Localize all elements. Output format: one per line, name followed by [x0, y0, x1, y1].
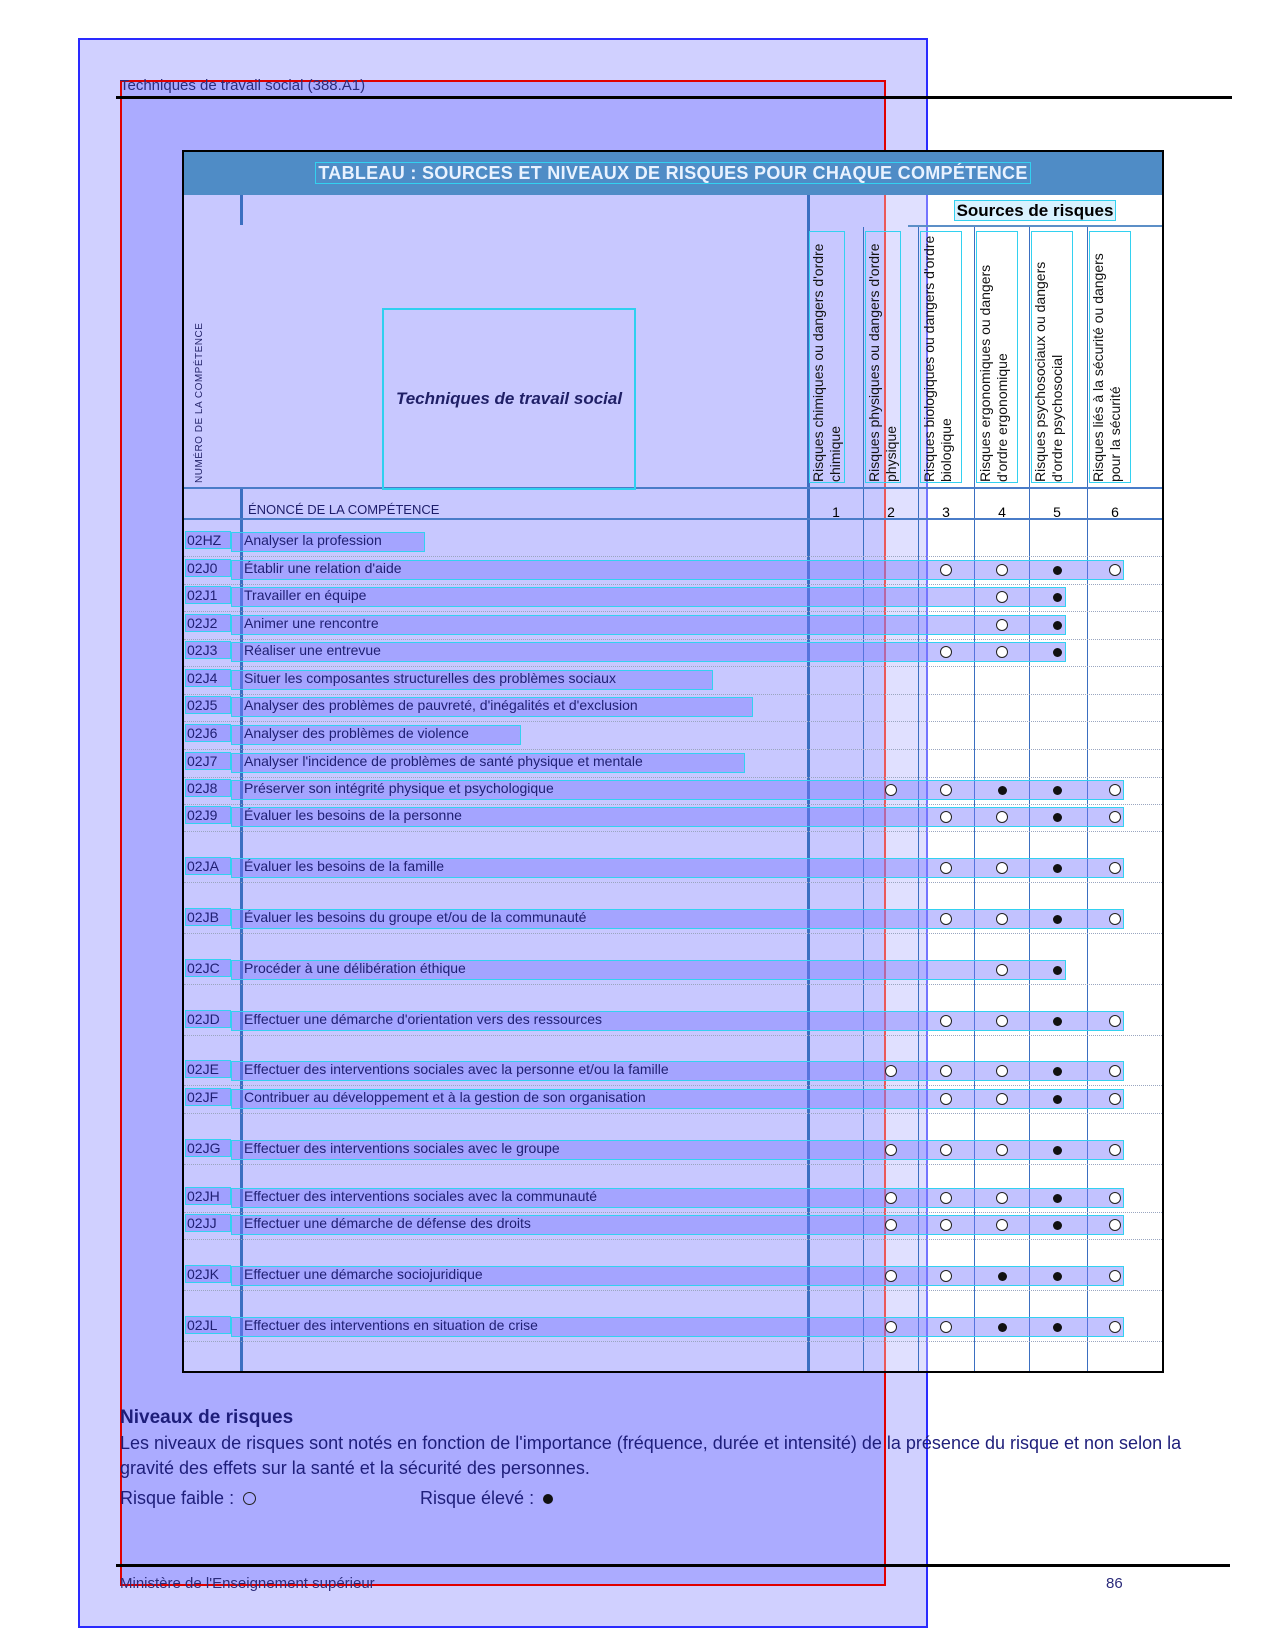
competency-code: 02JF — [186, 1089, 230, 1105]
low-risk-circle-icon — [996, 1015, 1008, 1027]
risk-column-2-header: Risques physiques ou dangers d'ordre physique — [866, 232, 900, 482]
row-separator — [184, 749, 1162, 750]
low-risk-circle-icon — [996, 646, 1008, 658]
high-risk-dot-icon — [998, 786, 1007, 795]
competency-statement: Établir une relation d'aide — [244, 560, 402, 576]
competency-statement: Effectuer des interventions en situation de crise — [244, 1317, 538, 1333]
legend-low — [120, 1488, 256, 1509]
competency-code: 02J2 — [186, 615, 230, 631]
competency-statement: Préserver son intégrité physique et psychologique — [244, 780, 554, 796]
low-risk-circle-icon — [996, 1144, 1008, 1156]
competency-code: 02J8 — [186, 780, 230, 796]
low-risk-circle-icon — [1109, 1144, 1121, 1156]
low-risk-circle-icon — [243, 1492, 256, 1505]
low-risk-circle-icon — [885, 1270, 897, 1282]
header-rule — [116, 96, 1232, 99]
high-risk-dot-icon — [543, 1494, 553, 1504]
low-risk-circle-icon — [1109, 1065, 1121, 1077]
table-row — [184, 780, 1162, 800]
row-separator — [184, 984, 1162, 985]
legend-high-label: Risque élevé : — [420, 1488, 535, 1508]
competency-code: 02JH — [186, 1188, 230, 1204]
table-row — [184, 587, 1162, 607]
low-risk-circle-icon — [940, 564, 952, 576]
running-footer: Ministère de l'Enseignement supérieur — [120, 1575, 375, 1592]
competency-code: 02J6 — [186, 725, 230, 741]
competency-code: 02J5 — [186, 697, 230, 713]
low-risk-circle-icon — [1109, 862, 1121, 874]
high-risk-dot-icon — [1053, 1272, 1062, 1281]
risk-column-6-header: Risques liés à la sécurité ou dangers pour la sécurité — [1090, 232, 1130, 482]
competency-statement: Analyser des problèmes de violence — [244, 725, 469, 741]
row-separator — [184, 1085, 1162, 1086]
low-risk-circle-icon — [996, 1065, 1008, 1077]
high-risk-dot-icon — [1053, 915, 1062, 924]
low-risk-circle-icon — [996, 1093, 1008, 1105]
competency-statement: Animer une rencontre — [244, 615, 379, 631]
competency-statement: Évaluer les besoins du groupe et/ou de la communauté — [244, 909, 587, 925]
high-risk-dot-icon — [1053, 864, 1062, 873]
high-risk-dot-icon — [1053, 813, 1062, 822]
table-row — [184, 532, 1162, 552]
risk-column-4-number: 4 — [998, 504, 1006, 520]
table-title-band — [184, 152, 1162, 195]
competency-code: 02JC — [186, 960, 230, 976]
row-separator — [184, 721, 1162, 722]
statement-column-label: ÉNONCÉ DE LA COMPÉTENCE — [248, 502, 440, 517]
program-label-text: Techniques de travail social — [395, 389, 623, 408]
row-separator — [184, 1035, 1162, 1036]
legend-low-label: Risque faible : — [120, 1488, 235, 1508]
competency-code: 02J4 — [186, 670, 230, 686]
row-separator — [184, 1113, 1162, 1114]
competency-statement: Réaliser une entrevue — [244, 642, 381, 658]
row-separator — [184, 639, 1162, 640]
competency-statement: Évaluer les besoins de la personne — [244, 807, 462, 823]
high-risk-dot-icon — [1053, 1095, 1062, 1104]
levels-title: Niveaux de risques — [120, 1407, 294, 1428]
low-risk-circle-icon — [1109, 1219, 1121, 1231]
table-row — [184, 725, 1162, 745]
row-separator — [184, 556, 1162, 557]
table-row — [184, 1188, 1162, 1208]
table-row — [184, 960, 1162, 980]
low-risk-circle-icon — [1109, 1321, 1121, 1333]
low-risk-circle-icon — [940, 1015, 952, 1027]
competency-code: 02J0 — [186, 560, 230, 576]
table-row — [184, 560, 1162, 580]
low-risk-circle-icon — [996, 964, 1008, 976]
row-separator — [184, 882, 1162, 883]
competency-statement: Analyser la profession — [244, 532, 382, 548]
competency-code: 02J3 — [186, 642, 230, 658]
competency-code: 02J7 — [186, 753, 230, 769]
sources-header-label: Sources de risques — [956, 201, 1114, 220]
risk-column-3-header: Risques biologiques ou dangers d'ordre biologique — [921, 232, 961, 482]
table-row — [184, 753, 1162, 773]
row-separator — [184, 1290, 1162, 1291]
competency-statement: Contribuer au développement et à la gestion de son organisation — [244, 1089, 646, 1105]
table-row — [184, 1089, 1162, 1109]
competency-statement: Effectuer des interventions sociales avec le groupe — [244, 1140, 560, 1156]
risk-column-1-number: 1 — [832, 504, 840, 520]
low-risk-circle-icon — [885, 1192, 897, 1204]
high-risk-dot-icon — [1053, 593, 1062, 602]
competency-statement: Analyser l'incidence de problèmes de santé physique et mentale — [244, 753, 643, 769]
low-risk-circle-icon — [996, 1219, 1008, 1231]
low-risk-circle-icon — [940, 1192, 952, 1204]
header-bottom-rule — [184, 487, 1162, 489]
risk-column-6-number: 6 — [1111, 504, 1119, 520]
high-risk-dot-icon — [1053, 786, 1062, 795]
risk-column-5-number: 5 — [1053, 504, 1061, 520]
competency-statement: Analyser des problèmes de pauvreté, d'inégalités et d'exclusion — [244, 697, 638, 713]
number-column-label: NUMÉRO DE LA COMPÉTENCE — [194, 322, 205, 484]
high-risk-dot-icon — [1053, 1146, 1062, 1155]
row-separator — [184, 584, 1162, 585]
low-risk-circle-icon — [996, 564, 1008, 576]
risk-column-3-number: 3 — [942, 504, 950, 520]
row-separator — [184, 933, 1162, 934]
low-risk-circle-icon — [1109, 1270, 1121, 1282]
low-risk-circle-icon — [940, 1321, 952, 1333]
competency-code: 02J9 — [186, 807, 230, 823]
low-risk-circle-icon — [885, 1144, 897, 1156]
row-separator — [184, 694, 1162, 695]
competency-code: 02JK — [186, 1266, 230, 1282]
risk-column-2-number: 2 — [887, 504, 895, 520]
low-risk-circle-icon — [940, 862, 952, 874]
high-risk-dot-icon — [1053, 566, 1062, 575]
low-risk-circle-icon — [1109, 1192, 1121, 1204]
table-row — [184, 807, 1162, 827]
table-row — [184, 1140, 1162, 1160]
high-risk-dot-icon — [1053, 1323, 1062, 1332]
risk-column-1-header: Risques chimiques ou dangers d'ordre chimique — [810, 232, 844, 482]
table-row — [184, 670, 1162, 690]
divider-top — [240, 195, 243, 225]
competency-code: 02J1 — [186, 587, 230, 603]
row-separator — [184, 777, 1162, 778]
low-risk-circle-icon — [996, 619, 1008, 631]
row-separator — [184, 831, 1162, 832]
row-separator — [184, 611, 1162, 612]
low-risk-circle-icon — [885, 784, 897, 796]
competency-code: 02JE — [186, 1061, 230, 1077]
row-separator — [184, 1164, 1162, 1165]
high-risk-dot-icon — [1053, 1194, 1062, 1203]
low-risk-circle-icon — [940, 811, 952, 823]
competency-code: 02JB — [186, 909, 230, 925]
high-risk-dot-icon — [998, 1272, 1007, 1281]
low-risk-circle-icon — [940, 1270, 952, 1282]
table-row — [184, 1061, 1162, 1081]
running-header: Techniques de travail social (388.A1) — [120, 77, 366, 94]
competency-statement: Effectuer une démarche sociojuridique — [244, 1266, 483, 1282]
table-row — [184, 1215, 1162, 1235]
table-row — [184, 909, 1162, 929]
legend-high — [420, 1488, 553, 1509]
high-risk-dot-icon — [1053, 648, 1062, 657]
table-row — [184, 697, 1162, 717]
low-risk-circle-icon — [885, 1321, 897, 1333]
table-title: TABLEAU : SOURCES ET NIVEAUX DE RISQUES POUR CHAQUE COMPÉTENCE — [318, 163, 1028, 183]
competency-code: 02JJ — [186, 1215, 230, 1231]
high-risk-dot-icon — [1053, 1221, 1062, 1230]
low-risk-circle-icon — [996, 811, 1008, 823]
row-separator — [184, 1212, 1162, 1213]
competency-statement: Travailler en équipe — [244, 587, 367, 603]
low-risk-circle-icon — [940, 1065, 952, 1077]
competency-statement: Effectuer une démarche de défense des droits — [244, 1215, 531, 1231]
low-risk-circle-icon — [1109, 913, 1121, 925]
sources-header — [908, 195, 1162, 227]
competency-statement: Effectuer une démarche d'orientation vers des ressources — [244, 1011, 603, 1027]
competency-statement: Situer les composantes structurelles des problèmes sociaux — [244, 670, 616, 686]
competency-code: 02JG — [186, 1140, 230, 1156]
row-separator — [184, 1239, 1162, 1240]
low-risk-circle-icon — [940, 1219, 952, 1231]
footer-rule — [116, 1564, 1230, 1567]
low-risk-circle-icon — [996, 862, 1008, 874]
low-risk-circle-icon — [940, 784, 952, 796]
competency-code: 02JL — [186, 1317, 230, 1333]
low-risk-circle-icon — [940, 1144, 952, 1156]
row-separator — [184, 804, 1162, 805]
competency-statement: Procéder à une délibération éthique — [244, 960, 466, 976]
row-separator — [184, 666, 1162, 667]
competency-statement: Évaluer les besoins de la famille — [244, 858, 444, 874]
low-risk-circle-icon — [885, 1065, 897, 1077]
high-risk-dot-icon — [998, 1323, 1007, 1332]
table-row — [184, 1266, 1162, 1286]
low-risk-circle-icon — [885, 1219, 897, 1231]
levels-description: Les niveaux de risques sont notés en fonction de l'importance (fréquence, durée et intensité) de la présence du risque et non selon la gravité des effets sur la santé et la sécurité des personnes. — [120, 1433, 1182, 1478]
low-risk-circle-icon — [996, 913, 1008, 925]
low-risk-circle-icon — [1109, 1015, 1121, 1027]
low-risk-circle-icon — [940, 646, 952, 658]
table-row — [184, 615, 1162, 635]
competency-code: 02JD — [186, 1011, 230, 1027]
high-risk-dot-icon — [1053, 966, 1062, 975]
competency-statement: Effectuer des interventions sociales avec la personne et/ou la famille — [244, 1061, 669, 1077]
row-separator — [184, 1341, 1162, 1342]
low-risk-circle-icon — [1109, 784, 1121, 796]
table-row — [184, 1317, 1162, 1337]
low-risk-circle-icon — [996, 591, 1008, 603]
table-row — [184, 1011, 1162, 1031]
low-risk-circle-icon — [996, 1192, 1008, 1204]
risk-column-5-header: Risques psychosociaux ou dangers d'ordre psychosocial — [1032, 232, 1072, 482]
low-risk-circle-icon — [1109, 811, 1121, 823]
page-number: 86 — [1106, 1575, 1123, 1592]
table-row — [184, 858, 1162, 878]
high-risk-dot-icon — [1053, 1067, 1062, 1076]
program-label — [384, 310, 634, 488]
low-risk-circle-icon — [940, 913, 952, 925]
competency-code: 02HZ — [186, 532, 230, 548]
high-risk-dot-icon — [1053, 1017, 1062, 1026]
low-risk-circle-icon — [1109, 1093, 1121, 1105]
table-row — [184, 642, 1162, 662]
competency-statement: Effectuer des interventions sociales avec la communauté — [244, 1188, 598, 1204]
low-risk-circle-icon — [1109, 564, 1121, 576]
low-risk-circle-icon — [940, 1093, 952, 1105]
competency-code: 02JA — [186, 858, 230, 874]
high-risk-dot-icon — [1053, 621, 1062, 630]
risk-column-4-header: Risques ergonomiques ou dangers d'ordre ergonomique — [977, 232, 1017, 482]
risk-table — [182, 150, 1164, 1373]
